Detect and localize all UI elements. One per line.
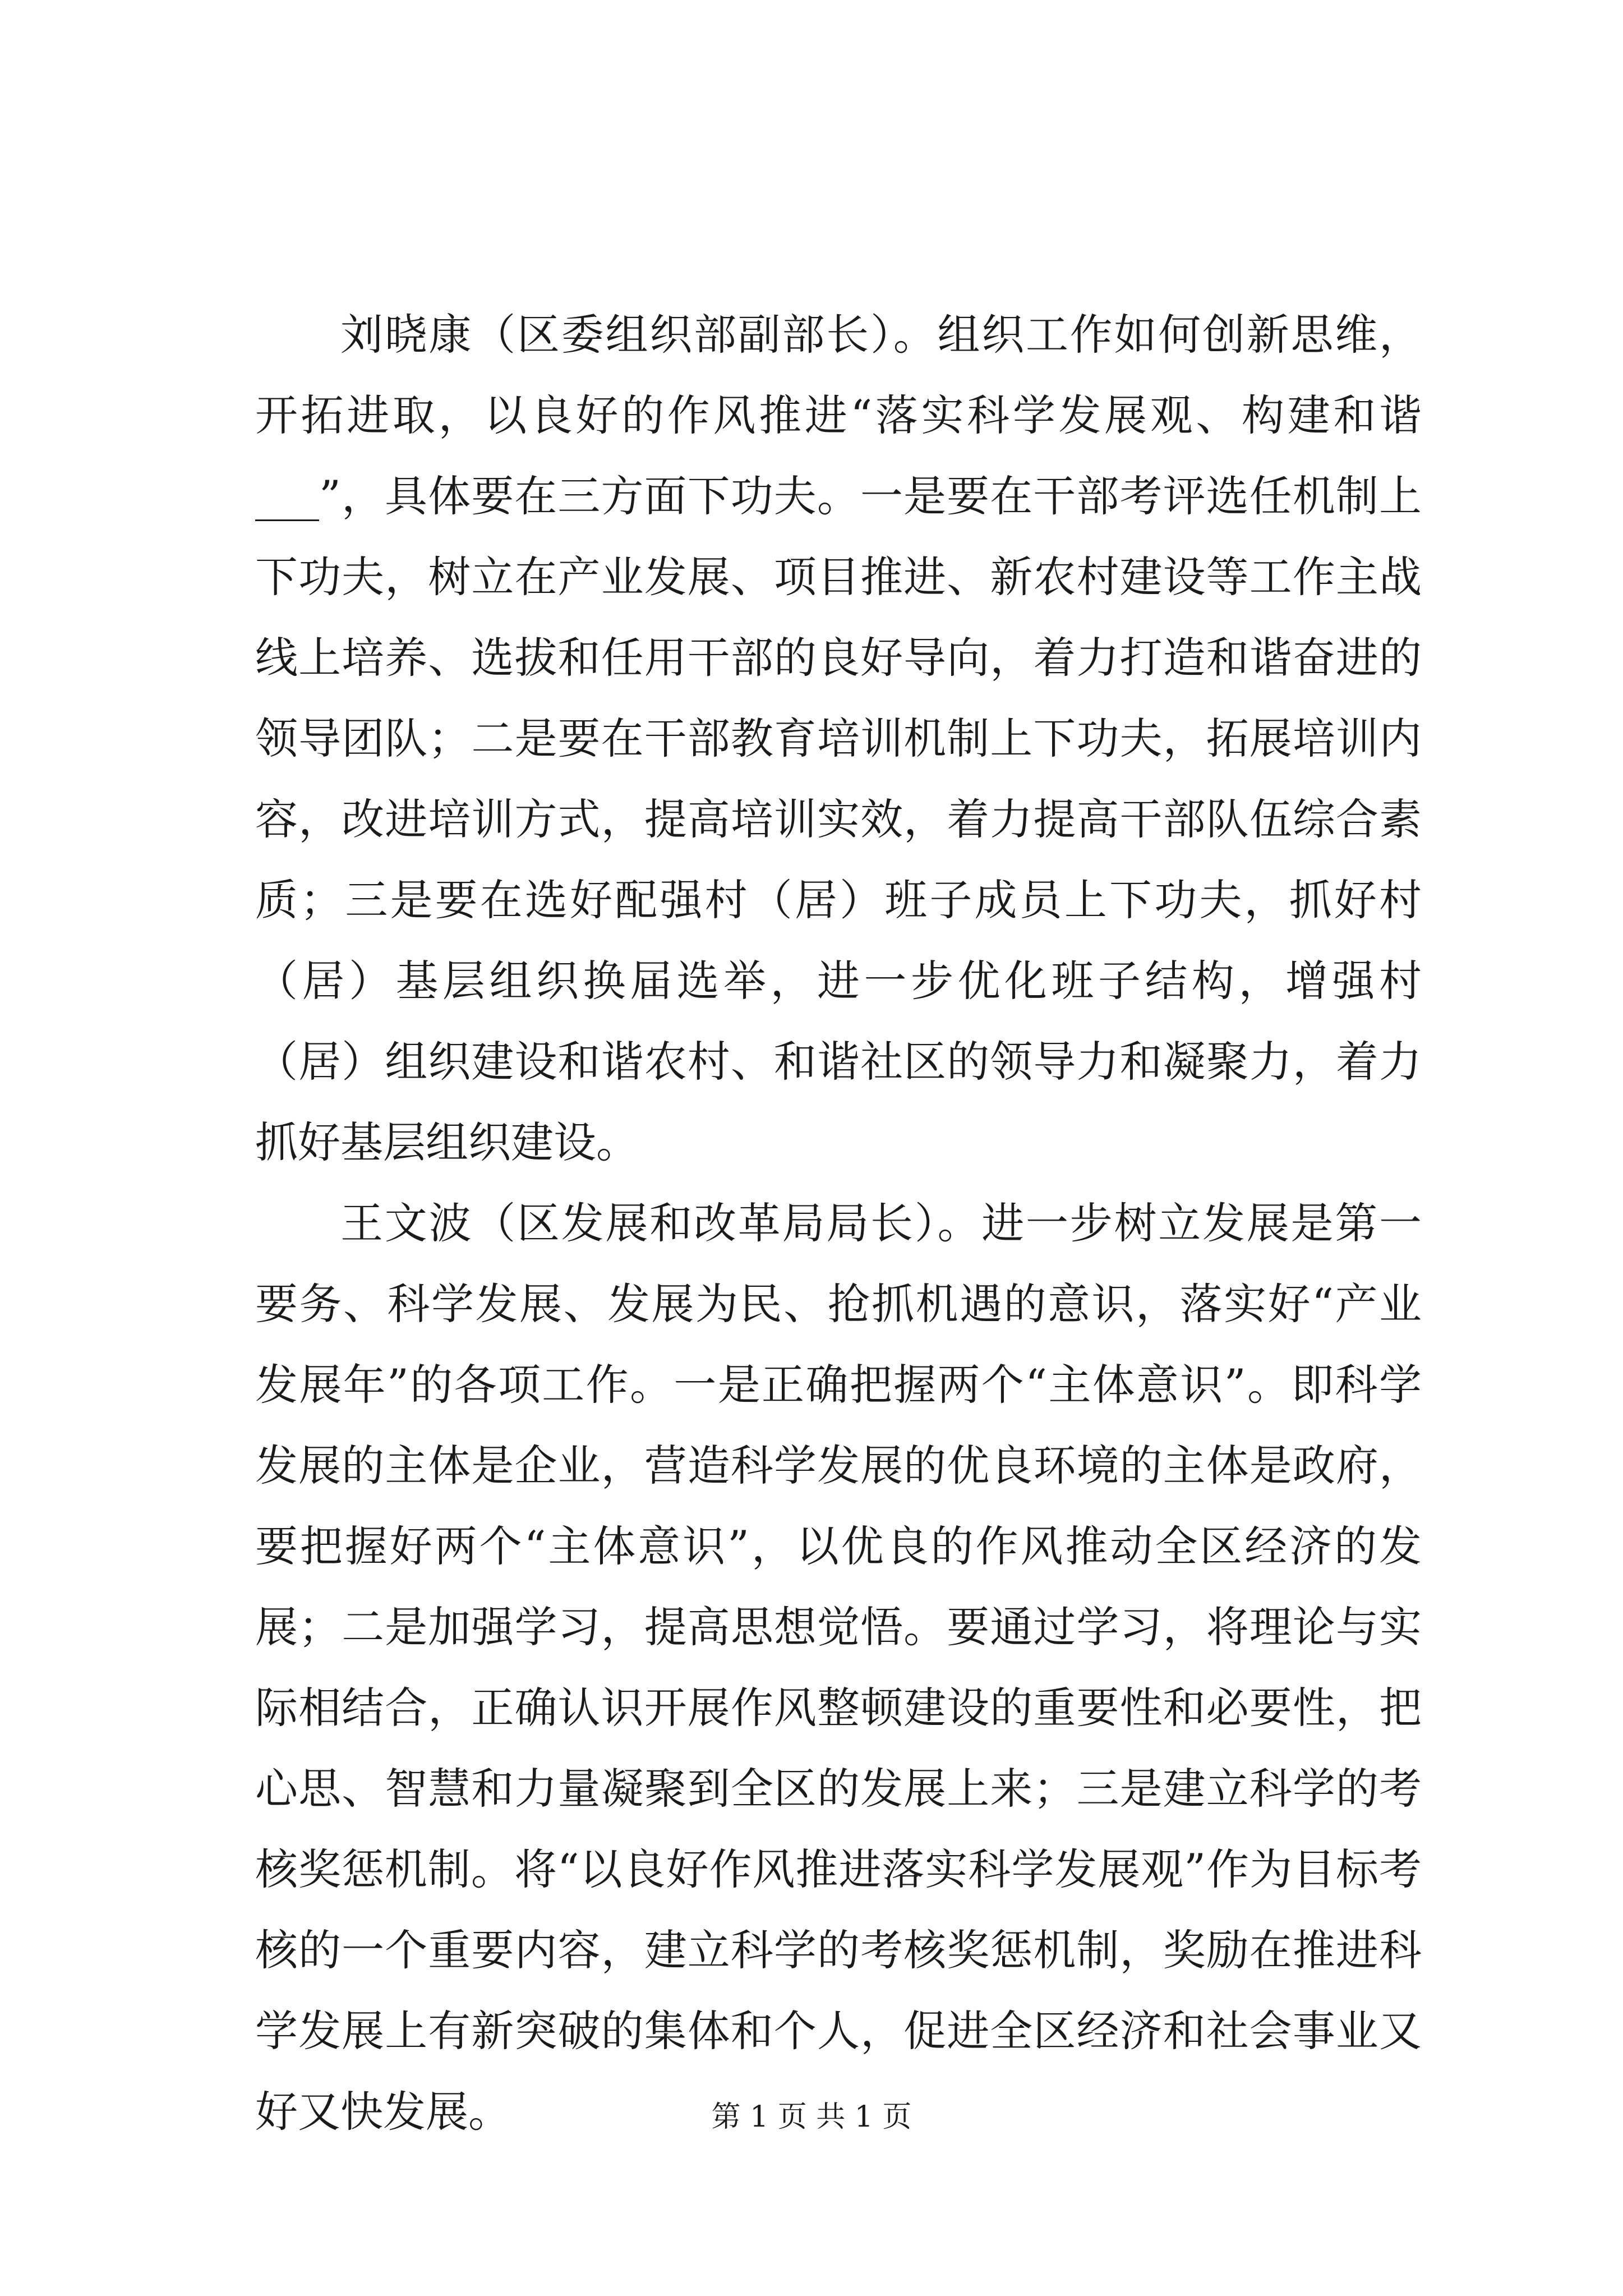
page-number-label: 第 1 页 共 1 页 — [711, 2100, 912, 2134]
page-footer — [0, 2099, 1623, 2135]
document-body — [255, 295, 1422, 2152]
paragraph-wang-wenbo: 王文波（区发展和改革局局长）。进一步树立发展是第一要务、科学发展、发展为民、抢抓机遇的意识，落实好“产业发展年”的各项工作。一是正确把握两个“主体意识”。即科学发展的主体是企业，营造科学发展的优良环境的主体是政府，要把握好两个“主体意识”，以优良的作风推动全区经济的发展；二是加强学习，提高思想觉悟。要通过学习，将理论与实际相结合，正确认识开展作风整顿建设的重要性和必要性，把心思、智慧和力量凝聚到全区的发展上来；三是建立科学的考核奖惩机制。将“以良好作风推进落实科学发展观”作为目标考核的一个重要内容，建立科学的考核奖惩机制，奖励在推进科学发展上有新突破的集体和个人，促进全区经济和社会事业又好又快发展。 — [255, 1198, 1422, 2137]
paragraph-liu-xiaokang: 刘晓康（区委组织部副部长）。组织工作如何创新思维，开拓进取，以良好的作风推进“落实科学发展观、构建和谐___”，具体要在三方面下功夫。一是要在干部考评选任机制上下功夫，树立在产业发展、项目推进、新农村建设等工作主战线上培养、选拔和任用干部的良好导向，着力打造和谐奋进的领导团队；二是要在干部教育培训机制上下功夫，拓展培训内容，改进培训方式，提高培训实效，着力提高干部队伍综合素质；三是要在选好配强村（居）班子成员上下功夫，抓好村（居）基层组织换届选举，进一步优化班子结构，增强村（居）组织建设和谐农村、和谐社区的领导力和凝聚力，着力抓好基层组织建设。 — [255, 310, 1422, 1167]
